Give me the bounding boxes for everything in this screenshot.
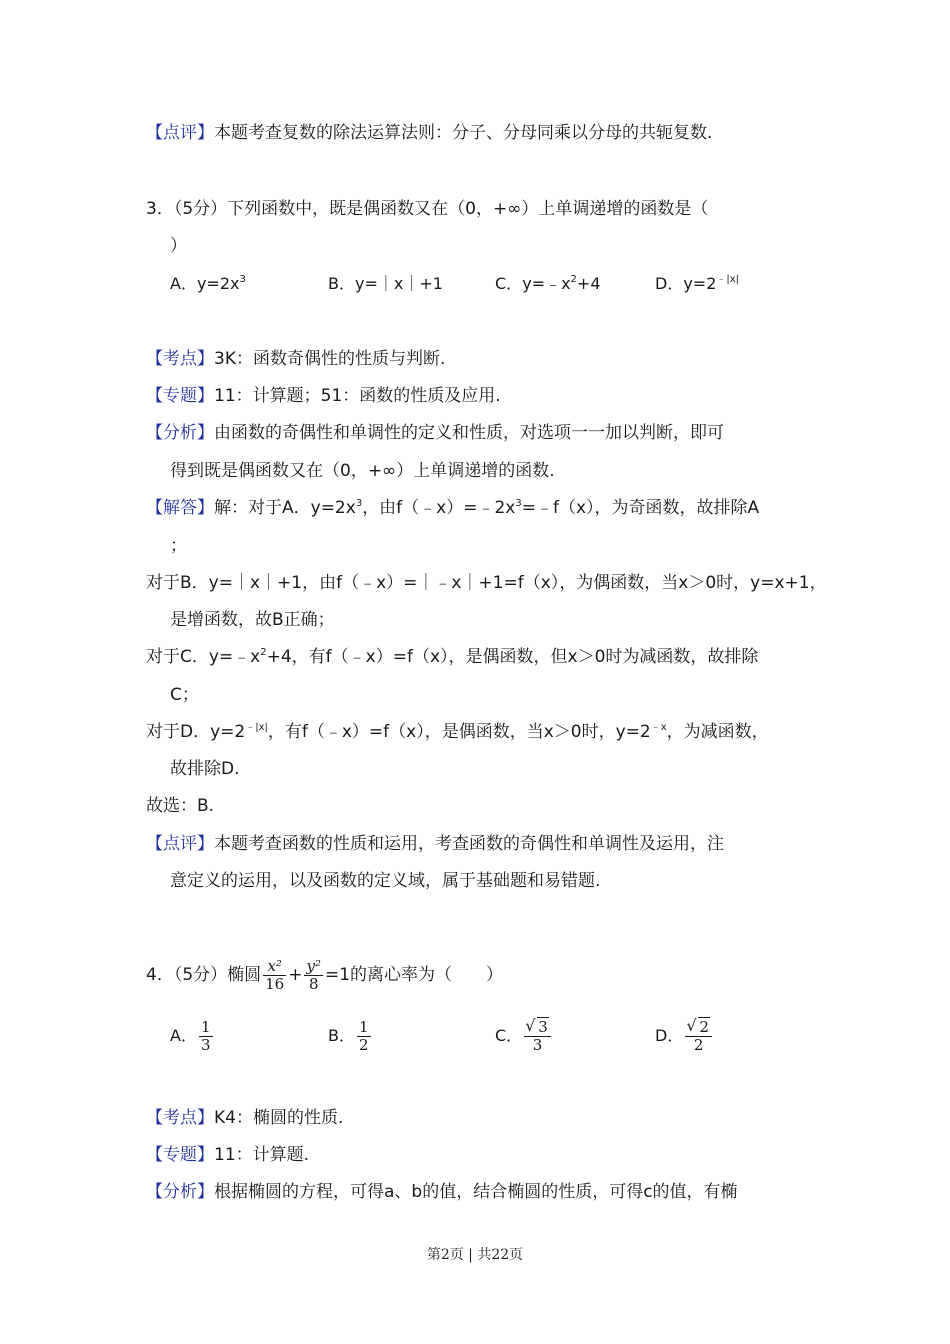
review-tag: 【点评】 (146, 123, 214, 143)
fraction-numerator: 1 (200, 1018, 211, 1036)
fraction (357, 1019, 371, 1054)
fraction-denominator: 8 (308, 974, 319, 993)
q3-fenxi (146, 421, 724, 445)
d-text: ，为减函数， (666, 722, 769, 742)
q3-jieda (146, 496, 759, 520)
fraction-y2-over-8 (304, 958, 323, 993)
jieda-text: ，由f（﹣x）=﹣2x (362, 498, 516, 518)
d-text: ，有f（﹣x）=f（x），是偶函数，当x＞0时，y=2 (267, 722, 651, 742)
fraction (524, 1019, 551, 1054)
q4-fenxi (146, 1180, 738, 1204)
option-text: y=｜x｜+1 (354, 274, 443, 293)
kaodian-tag: 【考点】 (146, 1108, 214, 1128)
jieda-text: =﹣f（x），为奇函数，故排除A (521, 498, 760, 518)
jieda-tag: 【解答】 (146, 498, 214, 518)
option-label: C． (495, 1026, 523, 1045)
q4-option-b (328, 1016, 373, 1056)
q3-c-line1 (146, 645, 758, 669)
q3-answer: 故选：B. (146, 796, 215, 816)
q3-b-line1: 对于B．y=｜x｜+1，由f（﹣x）=｜﹣x｜+1=f（x），为偶函数，当x＞0时，y=x+1， (146, 573, 827, 593)
fraction (199, 1019, 213, 1054)
page-footer: 第2页 | 共22页 (426, 1247, 524, 1263)
option-text: y=2 (683, 274, 717, 293)
fenxi-tag: 【分析】 (146, 423, 214, 443)
option-text-tail: +4 (576, 274, 601, 293)
exponent: ﹣x (650, 722, 667, 733)
zhuanti-text: 11：计算题；51：函数的性质及应用. (214, 386, 501, 406)
kaodian-text: 3K：函数奇偶性的性质与判断. (214, 349, 446, 369)
q3-option-c (495, 272, 601, 296)
exponent: 2 (260, 647, 267, 658)
fraction-denominator: 2 (693, 1036, 704, 1054)
option-label: D． (655, 274, 684, 293)
review-text: 本题考查复数的除法运算法则：分子、分母同乘以分母的共轭复数. (214, 123, 713, 143)
q3-d-line2: 故排除D. (170, 759, 240, 779)
option-exponent: ﹣|x| (716, 274, 740, 285)
q4-kaodian (146, 1106, 343, 1130)
fenxi-text: 由函数的奇偶性和单调性的定义和性质，对选项一一加以判断，即可 (214, 423, 724, 443)
q4-zhuanti (146, 1143, 309, 1167)
fraction (685, 1019, 712, 1054)
d-text: 对于D．y=2 (146, 722, 246, 742)
fraction-denominator: 16 (265, 974, 285, 993)
q4-stem-text: =1的离心率为（ ） (324, 965, 504, 985)
option-label: C． (495, 274, 523, 293)
q3-stem-line2: ） (170, 236, 187, 256)
option-label: B． (328, 274, 355, 293)
exponent: 3 (355, 498, 363, 509)
q3-b-line2: 是增函数，故B正确； (170, 610, 335, 630)
q3-d-line1 (146, 720, 769, 744)
q3-zhuanti (146, 384, 501, 408)
fraction-numerator: 1 (358, 1018, 369, 1036)
plus-sign: + (288, 965, 303, 985)
fraction-x2-over-16 (263, 958, 286, 993)
fenxi-tag: 【分析】 (146, 1182, 214, 1202)
q3-kaodian (146, 347, 445, 371)
c-text: +4，有f（﹣x）=f（x），是偶函数，但x＞0时为减函数，故排除 (266, 647, 759, 667)
option-label: D． (655, 1026, 684, 1045)
fraction-denominator: 3 (200, 1036, 211, 1054)
radicand: 2 (699, 1018, 709, 1036)
q4-stem (146, 955, 503, 995)
kaodian-tag: 【考点】 (146, 349, 214, 369)
option-exponent: 2 (570, 274, 577, 285)
radicand: 3 (538, 1018, 548, 1036)
option-label: B． (328, 1026, 355, 1045)
q4-stem-text: 4．（5分）椭圆 (146, 965, 262, 985)
q3-stem-line1: 3．（5分）下列函数中，既是偶函数又在（0，+∞）上单调递增的函数是（ (146, 199, 709, 219)
option-label: A． (170, 1026, 197, 1045)
q3-option-d (655, 272, 739, 296)
fraction-denominator: 3 (532, 1036, 543, 1054)
option-exponent: 3 (239, 274, 246, 285)
jieda-text: 解：对于A．y=2x (214, 498, 356, 518)
option-text: y=2x (196, 274, 240, 293)
zhuanti-tag: 【专题】 (146, 1145, 214, 1165)
q3-fenxi-line2: 得到既是偶函数又在（0，+∞）上单调递增的函数. (170, 461, 555, 481)
fenxi-text: 根据椭圆的方程，可得a、b的值，结合椭圆的性质，可得c的值，有椭 (214, 1182, 738, 1202)
fraction-numerator: x² (263, 958, 286, 976)
c-text: 对于C．y=﹣x (146, 647, 261, 667)
q3-c-line2: C； (170, 685, 199, 705)
q4-option-a (170, 1016, 215, 1056)
q3-option-b (328, 272, 443, 296)
q4-option-c (495, 1016, 553, 1056)
zhuanti-text: 11：计算题. (214, 1145, 310, 1165)
exponent: ﹣|x| (245, 722, 268, 733)
q3-option-a (170, 272, 246, 296)
q3-review-line2: 意定义的运用，以及函数的定义域，属于基础题和易错题. (170, 871, 601, 891)
sqrt-symbol (687, 1019, 710, 1036)
review-text: 本题考查函数的性质和运用，考查函数的奇偶性和单调性及运用，注 (214, 834, 724, 854)
review-tag: 【点评】 (146, 834, 214, 854)
fraction-numerator: y² (306, 956, 321, 975)
zhuanti-tag: 【专题】 (146, 386, 214, 406)
exponent: 3 (515, 498, 522, 509)
q4-option-d (655, 1016, 714, 1056)
q2-review (146, 121, 712, 145)
kaodian-text: K4：椭圆的性质. (214, 1108, 344, 1128)
sqrt-symbol (526, 1019, 549, 1036)
option-text: y=﹣x (522, 274, 571, 293)
q3-review (146, 832, 724, 856)
q3-jieda-line2: ； (170, 536, 187, 556)
fraction-denominator: 2 (358, 1036, 369, 1054)
option-label: A． (170, 274, 197, 293)
